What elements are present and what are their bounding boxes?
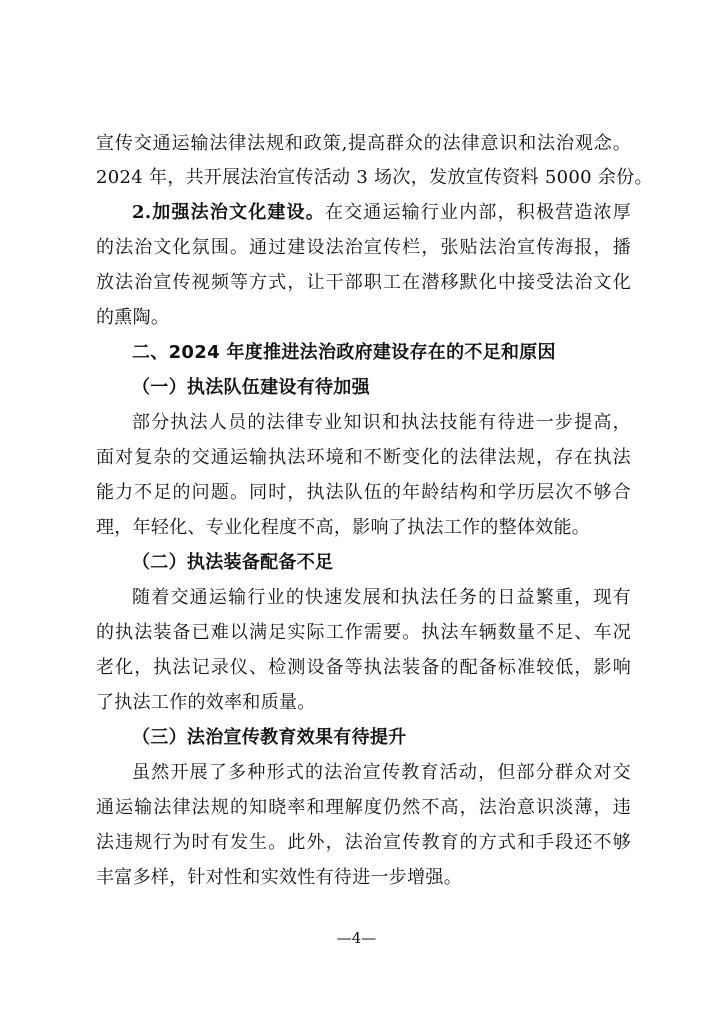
text-line: 部分执法人员的法律专业知识和执法技能有待进一步提高， — [132, 412, 631, 433]
text-line: 2024 年，共开展法治宣传活动 3 场次，发放宣传资料 5000 余份。 — [96, 167, 653, 188]
text-line: 了执法工作的效率和质量。 — [96, 692, 316, 713]
page-number: —4— — [336, 929, 377, 947]
text-line: 丰富多样，针对性和实效性有待进一步增强。 — [96, 867, 462, 888]
text-line: 随着交通运输行业的快速发展和执法任务的日益繁重，现有 — [132, 587, 631, 608]
text-line: 面对复杂的交通运输执法环境和不断变化的法律法规，存在执法 — [96, 447, 631, 468]
section-heading: 二、2024 年度推进法治政府建设存在的不足和原因 — [132, 342, 556, 363]
text-line: 宣传交通运输法律法规和政策,提高群众的法律意识和法治观念。 — [96, 133, 631, 154]
text-line: 理，年轻化、专业化程度不高，影响了执法工作的整体效能。 — [96, 517, 591, 538]
text-line: 虽然开展了多种形式的法治宣传教育活动，但部分群众对交 — [132, 762, 631, 783]
subsection-heading: （一）执法队伍建设有待加强 — [132, 377, 370, 398]
text-line: 放法治宣传视频等方式，让干部职工在潜移默化中接受法治文化 — [96, 272, 631, 293]
subsection-heading: （三）法治宣传教育效果有待提升 — [132, 727, 407, 748]
text-line: 老化，执法记录仪、检测设备等执法装备的配备标准较低，影响 — [96, 657, 631, 678]
paragraph-lead-line — [132, 196, 631, 230]
text-span: 在交通运输行业内部，积极营造浓厚 — [324, 202, 631, 223]
subsection-heading: （二）执法装备配备不足 — [132, 552, 334, 573]
text-line: 法违规行为时有发生。此外，法治宣传教育的方式和手段还不够 — [96, 832, 631, 853]
text-line: 的法治文化氛围。通过建设法治宣传栏，张贴法治宣传海报，播 — [96, 237, 631, 258]
paragraph-lead-heading: 2.加强法治文化建设。 — [132, 202, 325, 223]
text-line: 的熏陶。 — [96, 307, 170, 328]
text-line: 通运输法律法规的知晓率和理解度仍然不高，法治意识淡薄，违 — [96, 797, 631, 818]
text-line: 能力不足的问题。同时，执法队伍的年龄结构和学历层次不够合 — [96, 482, 631, 503]
text-line: 的执法装备已难以满足实际工作需要。执法车辆数量不足、车况 — [96, 622, 631, 643]
